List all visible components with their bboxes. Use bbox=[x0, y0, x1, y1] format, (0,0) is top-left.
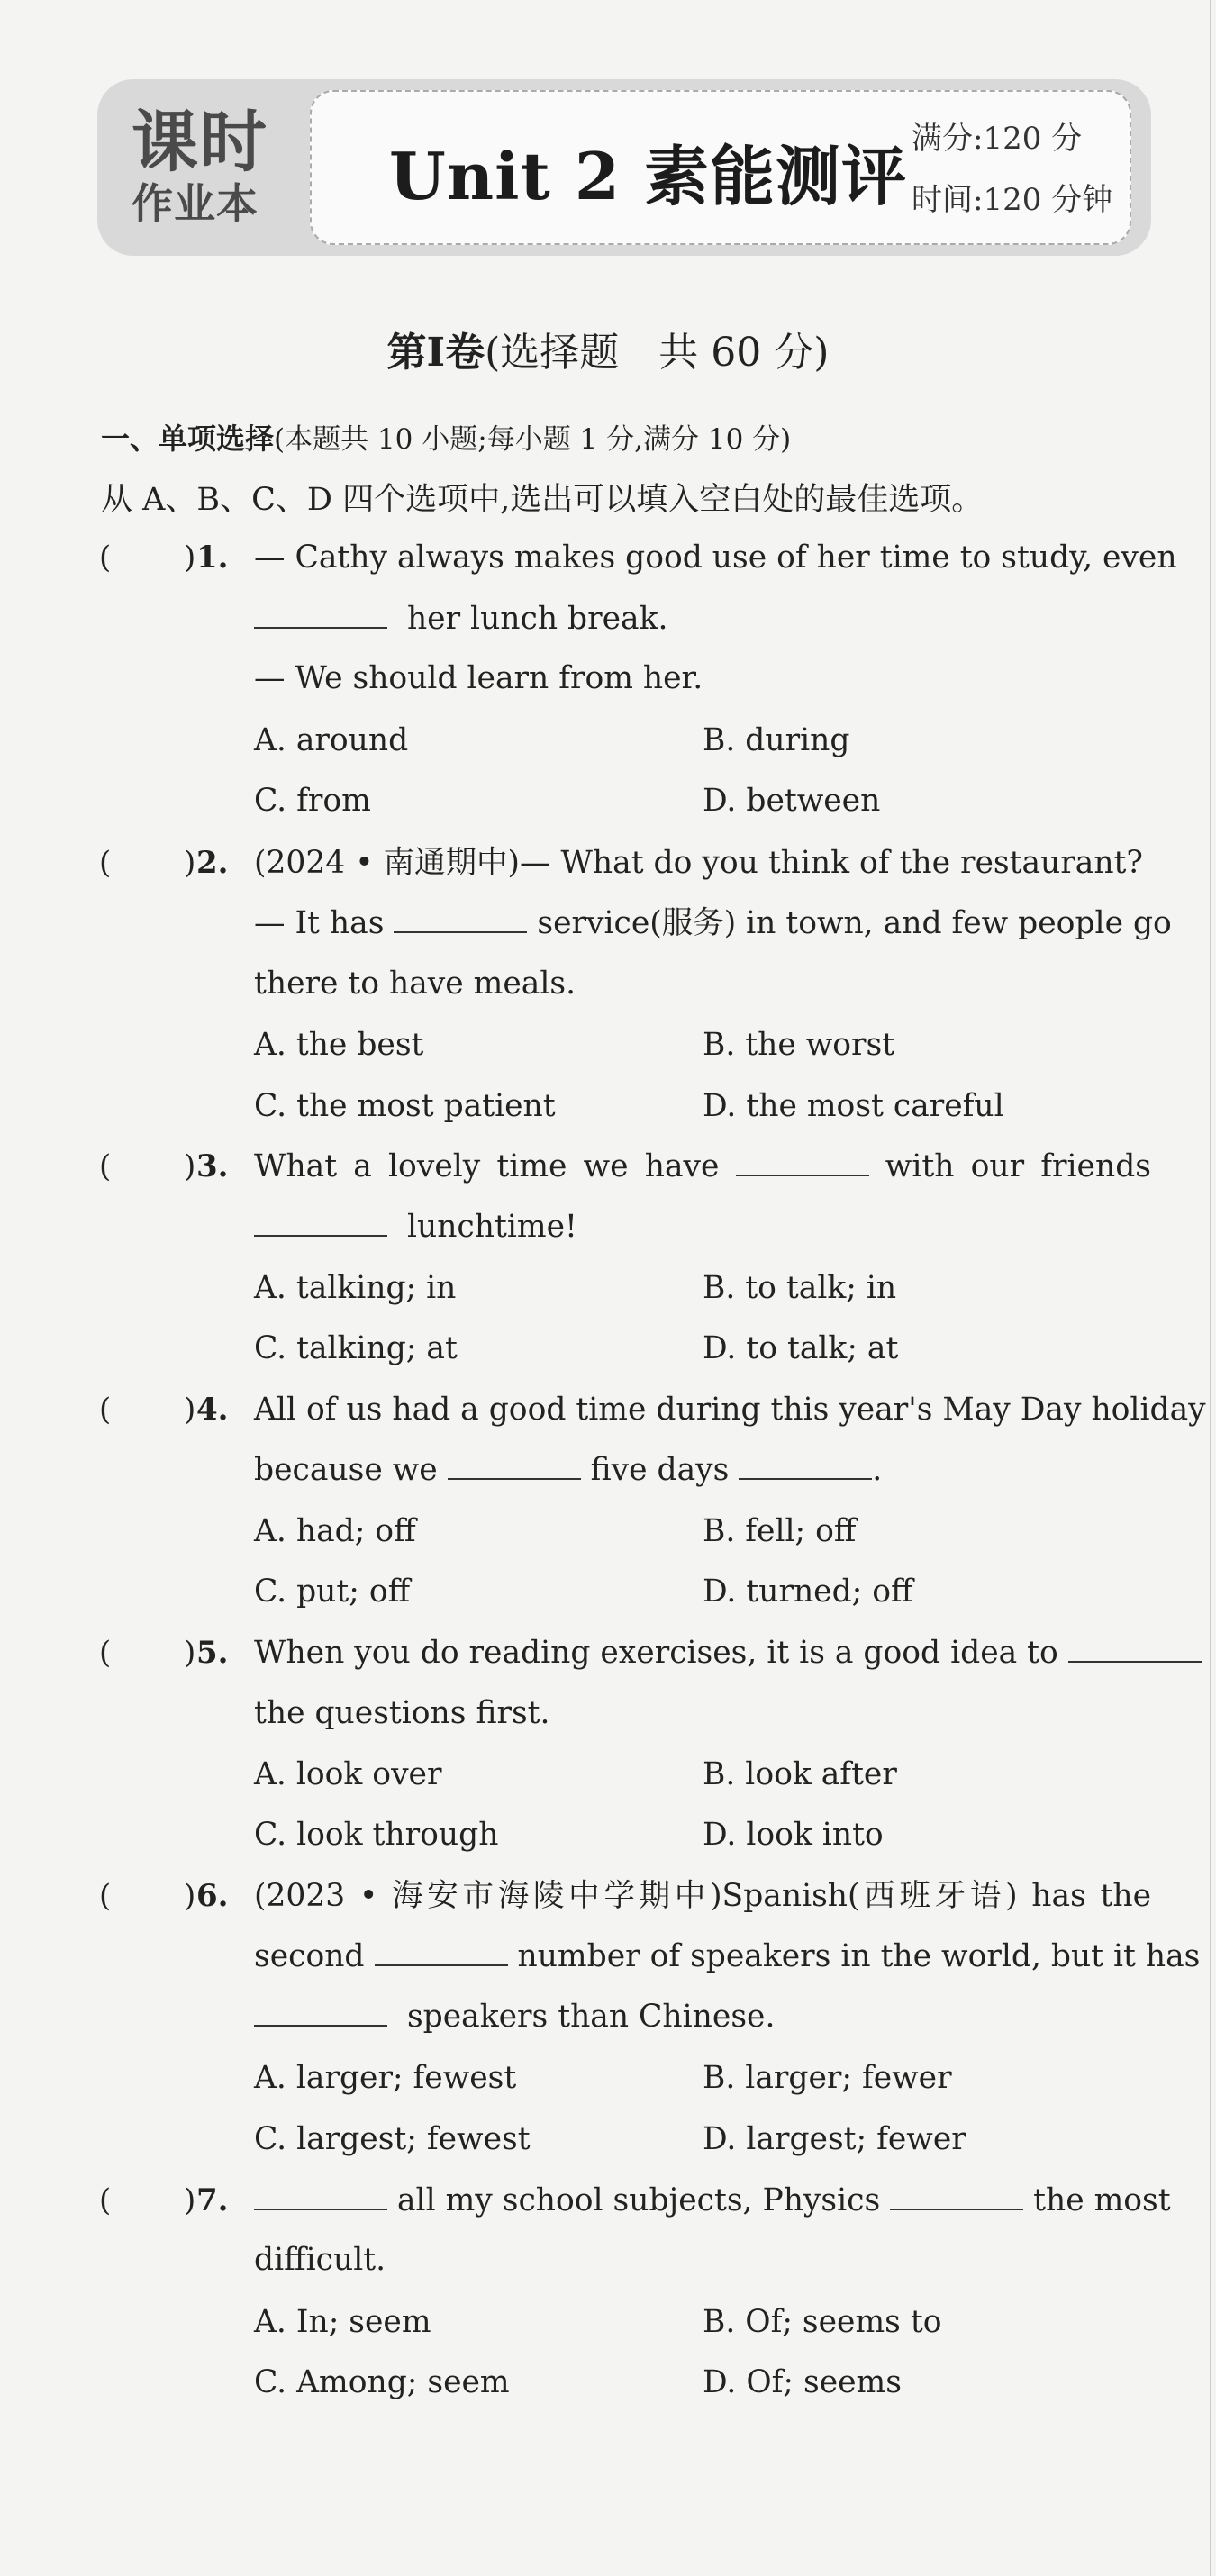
volume-heading-bold: 第Ⅰ卷 bbox=[386, 330, 485, 376]
answer-bracket[interactable]: ( ) bbox=[99, 1635, 196, 1671]
option-b[interactable]: B. larger; fewer bbox=[703, 2060, 952, 2096]
logo-line2: 作业本 bbox=[132, 179, 259, 228]
blank[interactable] bbox=[1068, 1632, 1202, 1663]
blank[interactable] bbox=[890, 2180, 1023, 2210]
question-text: the questions first. bbox=[254, 1695, 550, 1731]
option-d[interactable]: D. to talk; at bbox=[703, 1330, 899, 1366]
option-c[interactable]: C. largest; fewest bbox=[254, 2121, 531, 2157]
question-text: there to have meals. bbox=[254, 966, 576, 1002]
time-limit: 时间:120 分钟 bbox=[912, 182, 1113, 218]
question-number: 6. bbox=[196, 1878, 229, 1914]
instruction: 从 A、B、C、D 四个选项中,选出可以填入空白处的最佳选项。 bbox=[101, 482, 984, 518]
option-a[interactable]: A. larger; fewest bbox=[254, 2060, 517, 2096]
option-c[interactable]: C. put; off bbox=[254, 1574, 411, 1610]
option-a[interactable]: A. had; off bbox=[254, 1513, 416, 1549]
option-a[interactable]: A. the best bbox=[254, 1027, 424, 1063]
blank[interactable] bbox=[254, 2180, 387, 2210]
question-text: difficult. bbox=[254, 2242, 386, 2278]
question-text: — We should learn from her. bbox=[254, 660, 703, 696]
option-a[interactable]: A. around bbox=[254, 722, 409, 758]
question-number: 4. bbox=[196, 1392, 229, 1428]
question-text: because we five days . bbox=[254, 1447, 882, 1492]
question-number: 5. bbox=[196, 1635, 229, 1671]
question-text: All of us had a good time during this year's May Day holiday bbox=[254, 1392, 1206, 1428]
answer-bracket[interactable]: ( ) bbox=[99, 845, 196, 881]
question-text: — Cathy always makes good use of her time to study, even bbox=[254, 540, 1177, 576]
question-number: 1. bbox=[196, 540, 229, 576]
option-b[interactable]: B. the worst bbox=[703, 1027, 895, 1063]
part-heading-bold: 一、单项选择 bbox=[101, 422, 275, 456]
option-c[interactable]: C. from bbox=[254, 783, 371, 819]
page-title: Unit 2 素能测评 bbox=[389, 138, 907, 214]
blank[interactable] bbox=[254, 1206, 387, 1237]
option-a[interactable]: A. look over bbox=[254, 1756, 442, 1792]
option-b[interactable]: B. to talk; in bbox=[703, 1270, 897, 1306]
option-c[interactable]: C. the most patient bbox=[254, 1088, 556, 1124]
logo-line1: 课时 bbox=[132, 104, 268, 181]
option-d[interactable]: D. largest; fewer bbox=[703, 2121, 966, 2157]
option-d[interactable]: D. between bbox=[703, 783, 881, 819]
question-text: all my school subjects, Physics the most bbox=[254, 2178, 1151, 2223]
blank[interactable] bbox=[739, 1449, 872, 1480]
answer-bracket[interactable]: ( ) bbox=[99, 1878, 196, 1914]
blank[interactable] bbox=[736, 1146, 869, 1176]
blank[interactable] bbox=[448, 1449, 581, 1480]
part-heading-rest: (本题共 10 小题;每小题 1 分,满分 10 分) bbox=[274, 423, 792, 456]
option-d[interactable]: D. turned; off bbox=[703, 1574, 913, 1610]
answer-bracket[interactable]: ( ) bbox=[99, 540, 196, 576]
page-edge-divider bbox=[1210, 0, 1211, 2576]
question-text: — It has service(服务) in town, and few people go bbox=[254, 901, 1151, 946]
blank[interactable] bbox=[254, 598, 387, 629]
blank[interactable] bbox=[375, 1936, 508, 1966]
question-text: second number of speakers in the world, but it has bbox=[254, 1934, 1151, 1979]
option-d[interactable]: D. Of; seems bbox=[703, 2364, 902, 2400]
option-c[interactable]: C. talking; at bbox=[254, 1330, 458, 1366]
question-number: 7. bbox=[196, 2182, 229, 2218]
option-a[interactable]: A. talking; in bbox=[254, 1270, 457, 1306]
option-b[interactable]: B. Of; seems to bbox=[703, 2304, 942, 2340]
option-a[interactable]: A. In; seem bbox=[254, 2304, 431, 2340]
full-score: 满分:120 分 bbox=[912, 121, 1083, 157]
question-text: (2024 • 南通期中)— What do you think of the restaurant? bbox=[254, 845, 1143, 881]
part-heading bbox=[101, 418, 791, 460]
question-text: (2023 • 海安市海陵中学期中)Spanish(西班牙语) has the bbox=[254, 1878, 1151, 1914]
option-c[interactable]: C. look through bbox=[254, 1817, 499, 1853]
answer-bracket[interactable]: ( ) bbox=[99, 2182, 196, 2218]
question-number: 3. bbox=[196, 1148, 229, 1184]
question-text: What a lovely time we have with our friends bbox=[254, 1144, 1151, 1189]
option-b[interactable]: B. during bbox=[703, 722, 850, 758]
option-b[interactable]: B. look after bbox=[703, 1756, 897, 1792]
volume-heading-rest: (选择题 共 60 分) bbox=[485, 330, 830, 376]
option-b[interactable]: B. fell; off bbox=[703, 1513, 857, 1549]
question-text: her lunch break. bbox=[254, 596, 667, 641]
question-text: When you do reading exercises, it is a good idea to bbox=[254, 1630, 1151, 1675]
option-d[interactable]: D. the most careful bbox=[703, 1088, 1004, 1124]
logo bbox=[128, 106, 299, 232]
blank[interactable] bbox=[254, 1996, 387, 2027]
volume-heading bbox=[0, 326, 1216, 380]
answer-bracket[interactable]: ( ) bbox=[99, 1148, 196, 1184]
question-text: speakers than Chinese. bbox=[254, 1994, 775, 2039]
blank[interactable] bbox=[394, 903, 527, 933]
option-c[interactable]: C. Among; seem bbox=[254, 2364, 510, 2400]
option-d[interactable]: D. look into bbox=[703, 1817, 884, 1853]
answer-bracket[interactable]: ( ) bbox=[99, 1392, 196, 1428]
question-text: lunchtime! bbox=[254, 1204, 577, 1249]
question-number: 2. bbox=[196, 845, 229, 881]
